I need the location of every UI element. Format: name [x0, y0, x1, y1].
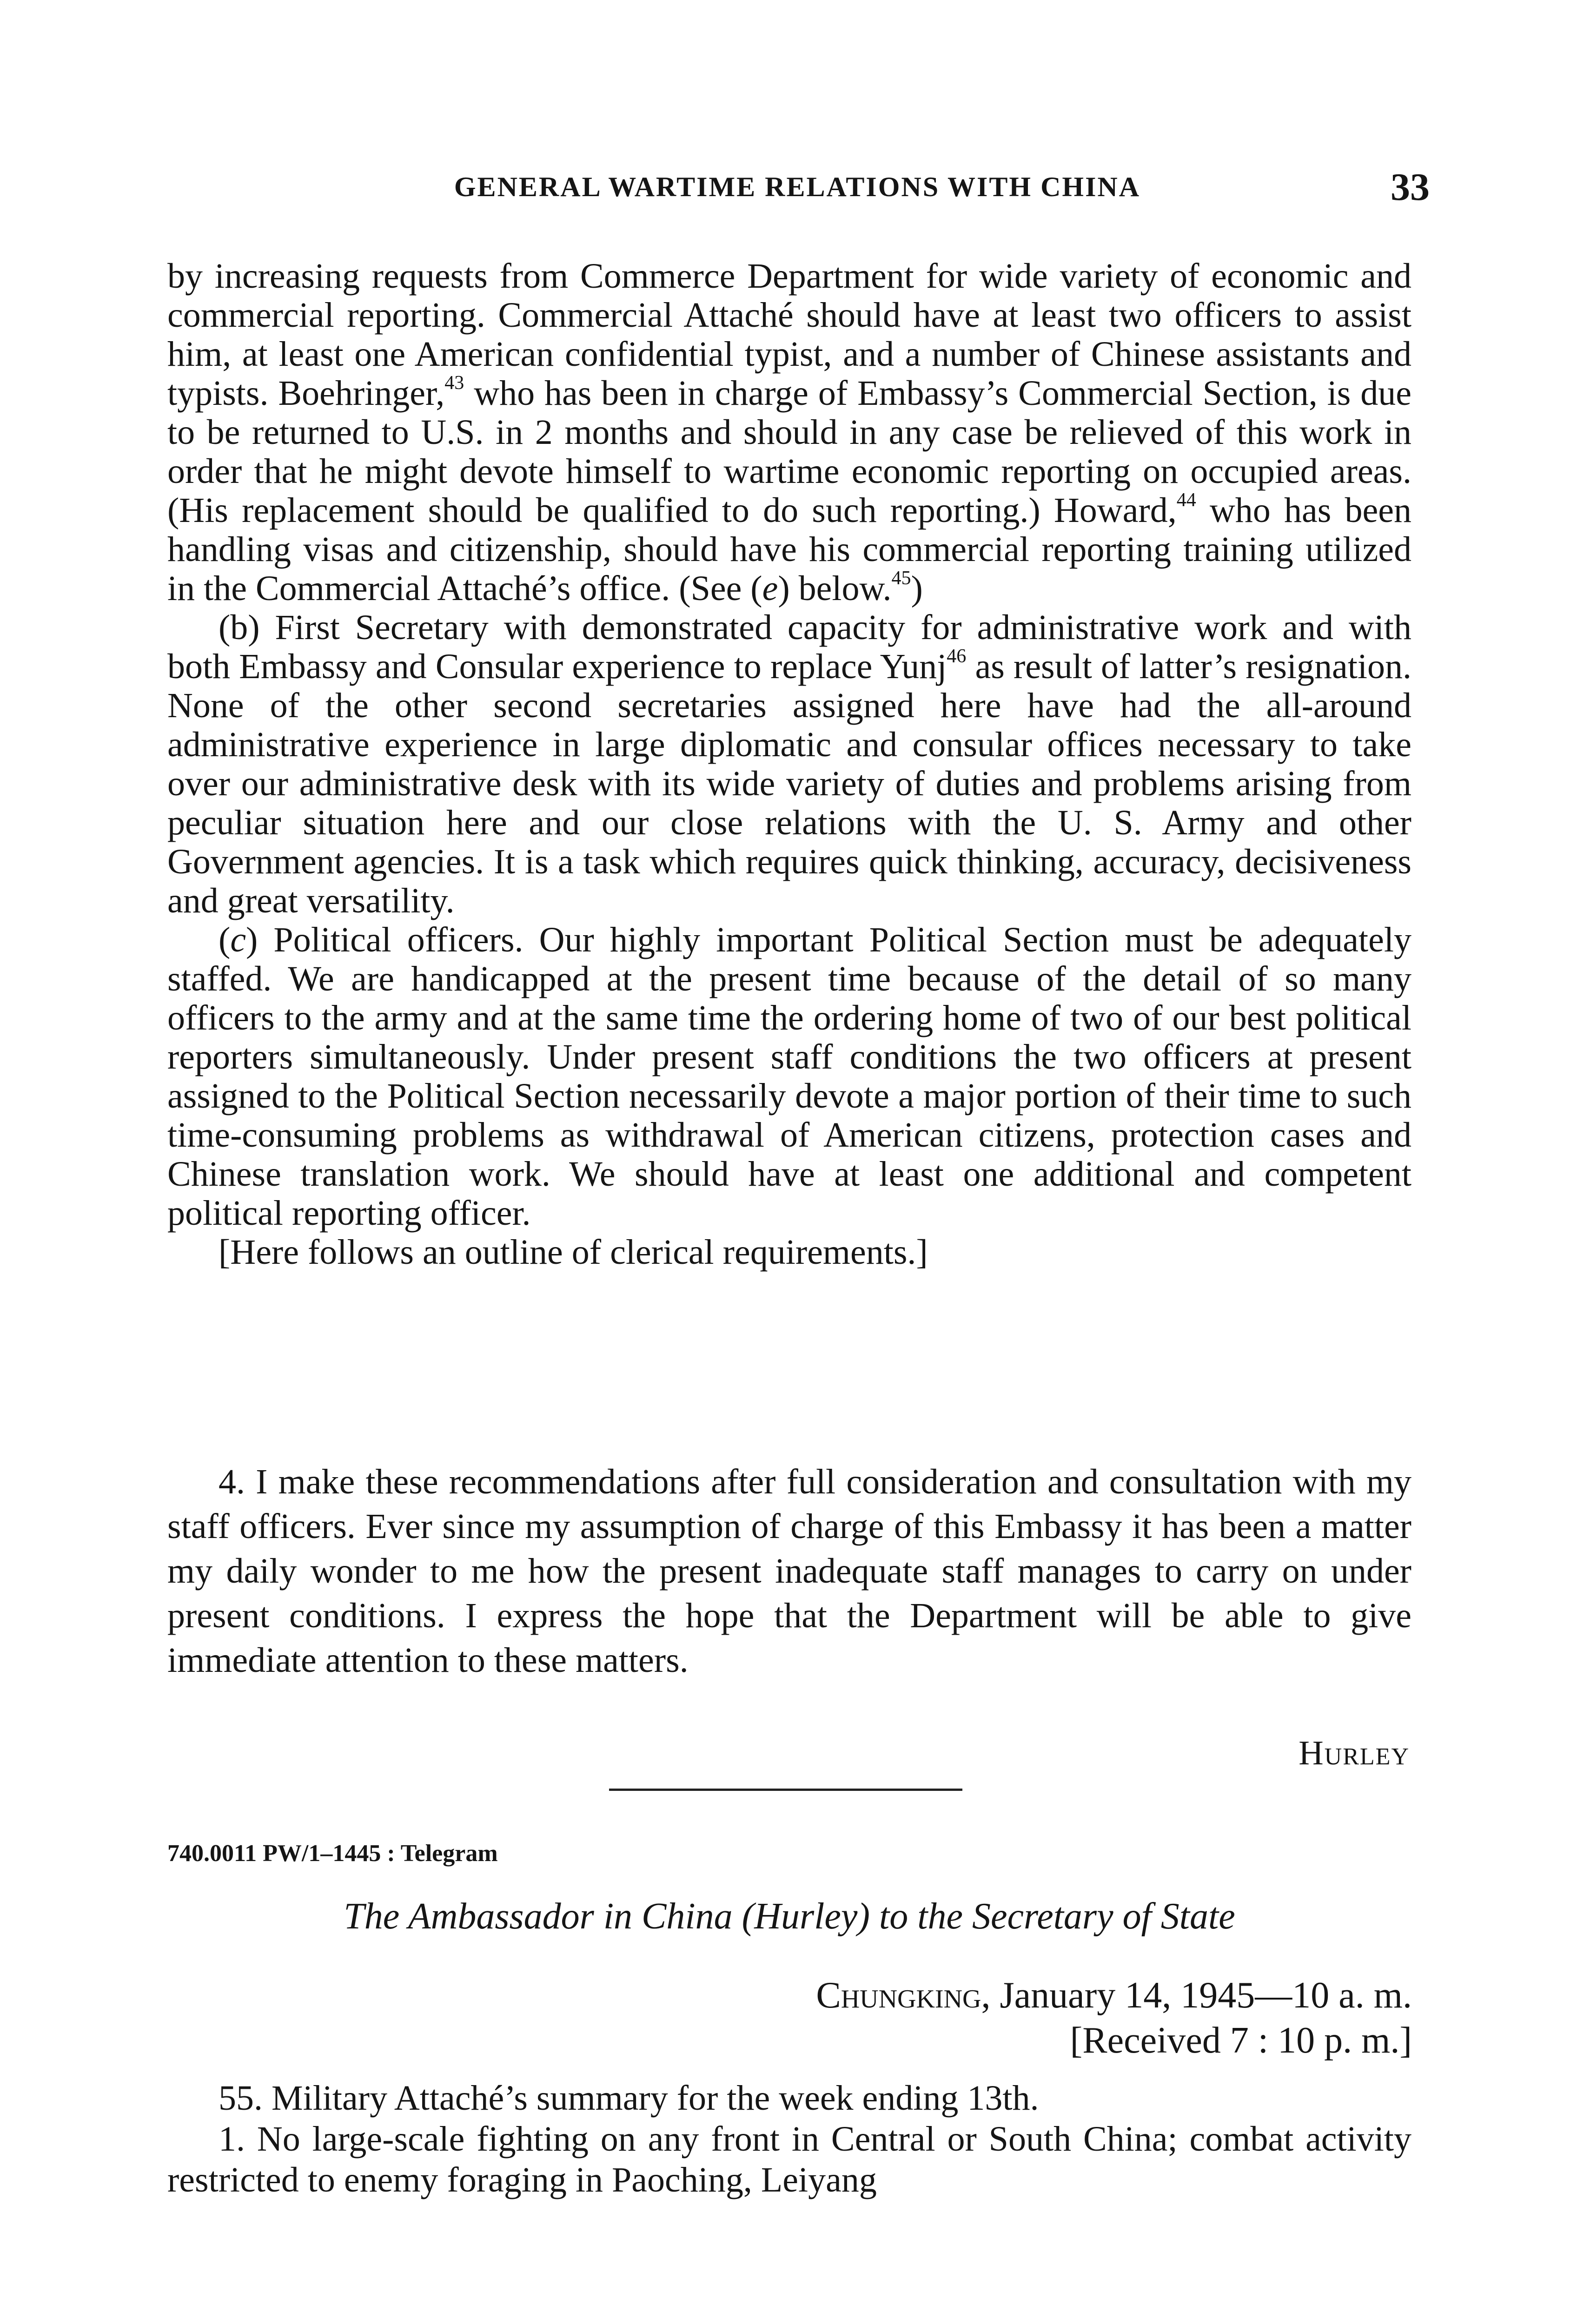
signature: Hurley [1299, 1734, 1410, 1772]
dateline-place: Chungking [816, 1975, 981, 2016]
paragraph-first-secretary [167, 608, 1411, 920]
paragraph-political-officers [167, 920, 1411, 1233]
page-number: 33 [1391, 165, 1430, 209]
document-title: The Ambassador in China (Hurley) to the Secretary of State [344, 1896, 1235, 1937]
running-title: GENERAL WARTIME RELATIONS WITH CHINA [454, 172, 1141, 202]
footnote-ref-43: 43 [444, 372, 464, 394]
text-run: ) [911, 569, 923, 608]
text-run: who has been in charge of Embassy’s Commercial Section, is due to be returned to U.S. in 2 months and should in any case be relieved of this work in order that he might devote himself to wartime economic reporting on occupied areas. (His replacement should be qualified to do such reporting.) Howard, [167, 374, 1412, 530]
text-run: who has been handling visas and citizenship, should have his commercial reporting training utilized in the Commercial Attaché’s office. (See ( [167, 491, 1411, 608]
paragraph-fighting-report: 1. No large-scale fighting on any front in Central or South China; combat activity restricted to enemy foraging in Paoching, Leiyang [167, 2119, 1411, 2199]
text-run: (b) First Secretary with demonstrated capacity for administrative work and with both Embassy and Consular experience to replace Yunj [167, 608, 1411, 686]
footnote-ref-45: 45 [891, 568, 911, 589]
text-run: ) Political officers. Our highly important Political Section must be adequately staffed. We are handicapped at the present time because of the detail of so many officers to the army and at the same time the ordering home of two of our best political reporters simultaneously. Under present staff conditions the two officers at present assigned to the Political Section necessarily devote a major portion of their time to such time-consuming problems as withdrawal of American citizens, protection cases and Chinese translation work. We should have at least one additional and competent political reporting officer. [167, 920, 1411, 1233]
received-note: [Received 7 : 10 p. m.] [1070, 2020, 1412, 2061]
telegram-body [167, 2078, 1411, 2200]
file-number: 740.0011 PW/1–1445 : Telegram [167, 1840, 498, 1867]
dateline-date: , January 14, 1945—10 a. m. [981, 1975, 1412, 2016]
paragraph-editorial-note: [Here follows an outline of clerical requirements.] [219, 1233, 928, 1272]
paragraph-commercial-attache [167, 257, 1411, 608]
footnote-ref-44: 44 [1176, 489, 1196, 511]
section-divider [609, 1789, 962, 1791]
text-run: ( [219, 920, 231, 959]
recommendation-section [167, 1459, 1411, 1683]
text-run: ) below. [778, 569, 892, 608]
text-run: as result of latter’s resignation. None of the other second secretaries assigned here have had the all-around administrative experience in large diplomatic and consular offices necessary to take over our administrative desk with its wide variety of duties and problems arising from peculiar situation here and our close relations with the U. S. Army and other Government agencies. It is a task which requires quick thinking, accuracy, decisiveness and great versatility. [167, 647, 1411, 920]
paragraph-summary-intro: 55. Military Attaché’s summary for the week ending 13th. [219, 2079, 1039, 2118]
italic-label-c: c [230, 920, 246, 959]
page-header [165, 167, 1430, 214]
footnote-ref-46: 46 [947, 646, 967, 667]
italic-label-e: e [762, 569, 778, 608]
dateline [816, 1974, 1412, 2017]
text-run: by increasing requests from Commerce Department for wide variety of economic and commercial reporting. Commercial Attaché should have at least two officers to assist him, at least one American confidential typist, and a number of Chinese assistants and typists. Boehringer, [167, 257, 1411, 413]
paragraph-recommendations: 4. I make these recommendations after full consideration and consultation with my staff officers. Ever since my assumption of charge of this Embassy it has been a matter my daily wonder to me how the present inadequate staff manages to carry on under present conditions. I express the hope that the Department will be able to give immediate attention to these matters. [167, 1462, 1411, 1680]
main-text-section [167, 257, 1411, 1272]
